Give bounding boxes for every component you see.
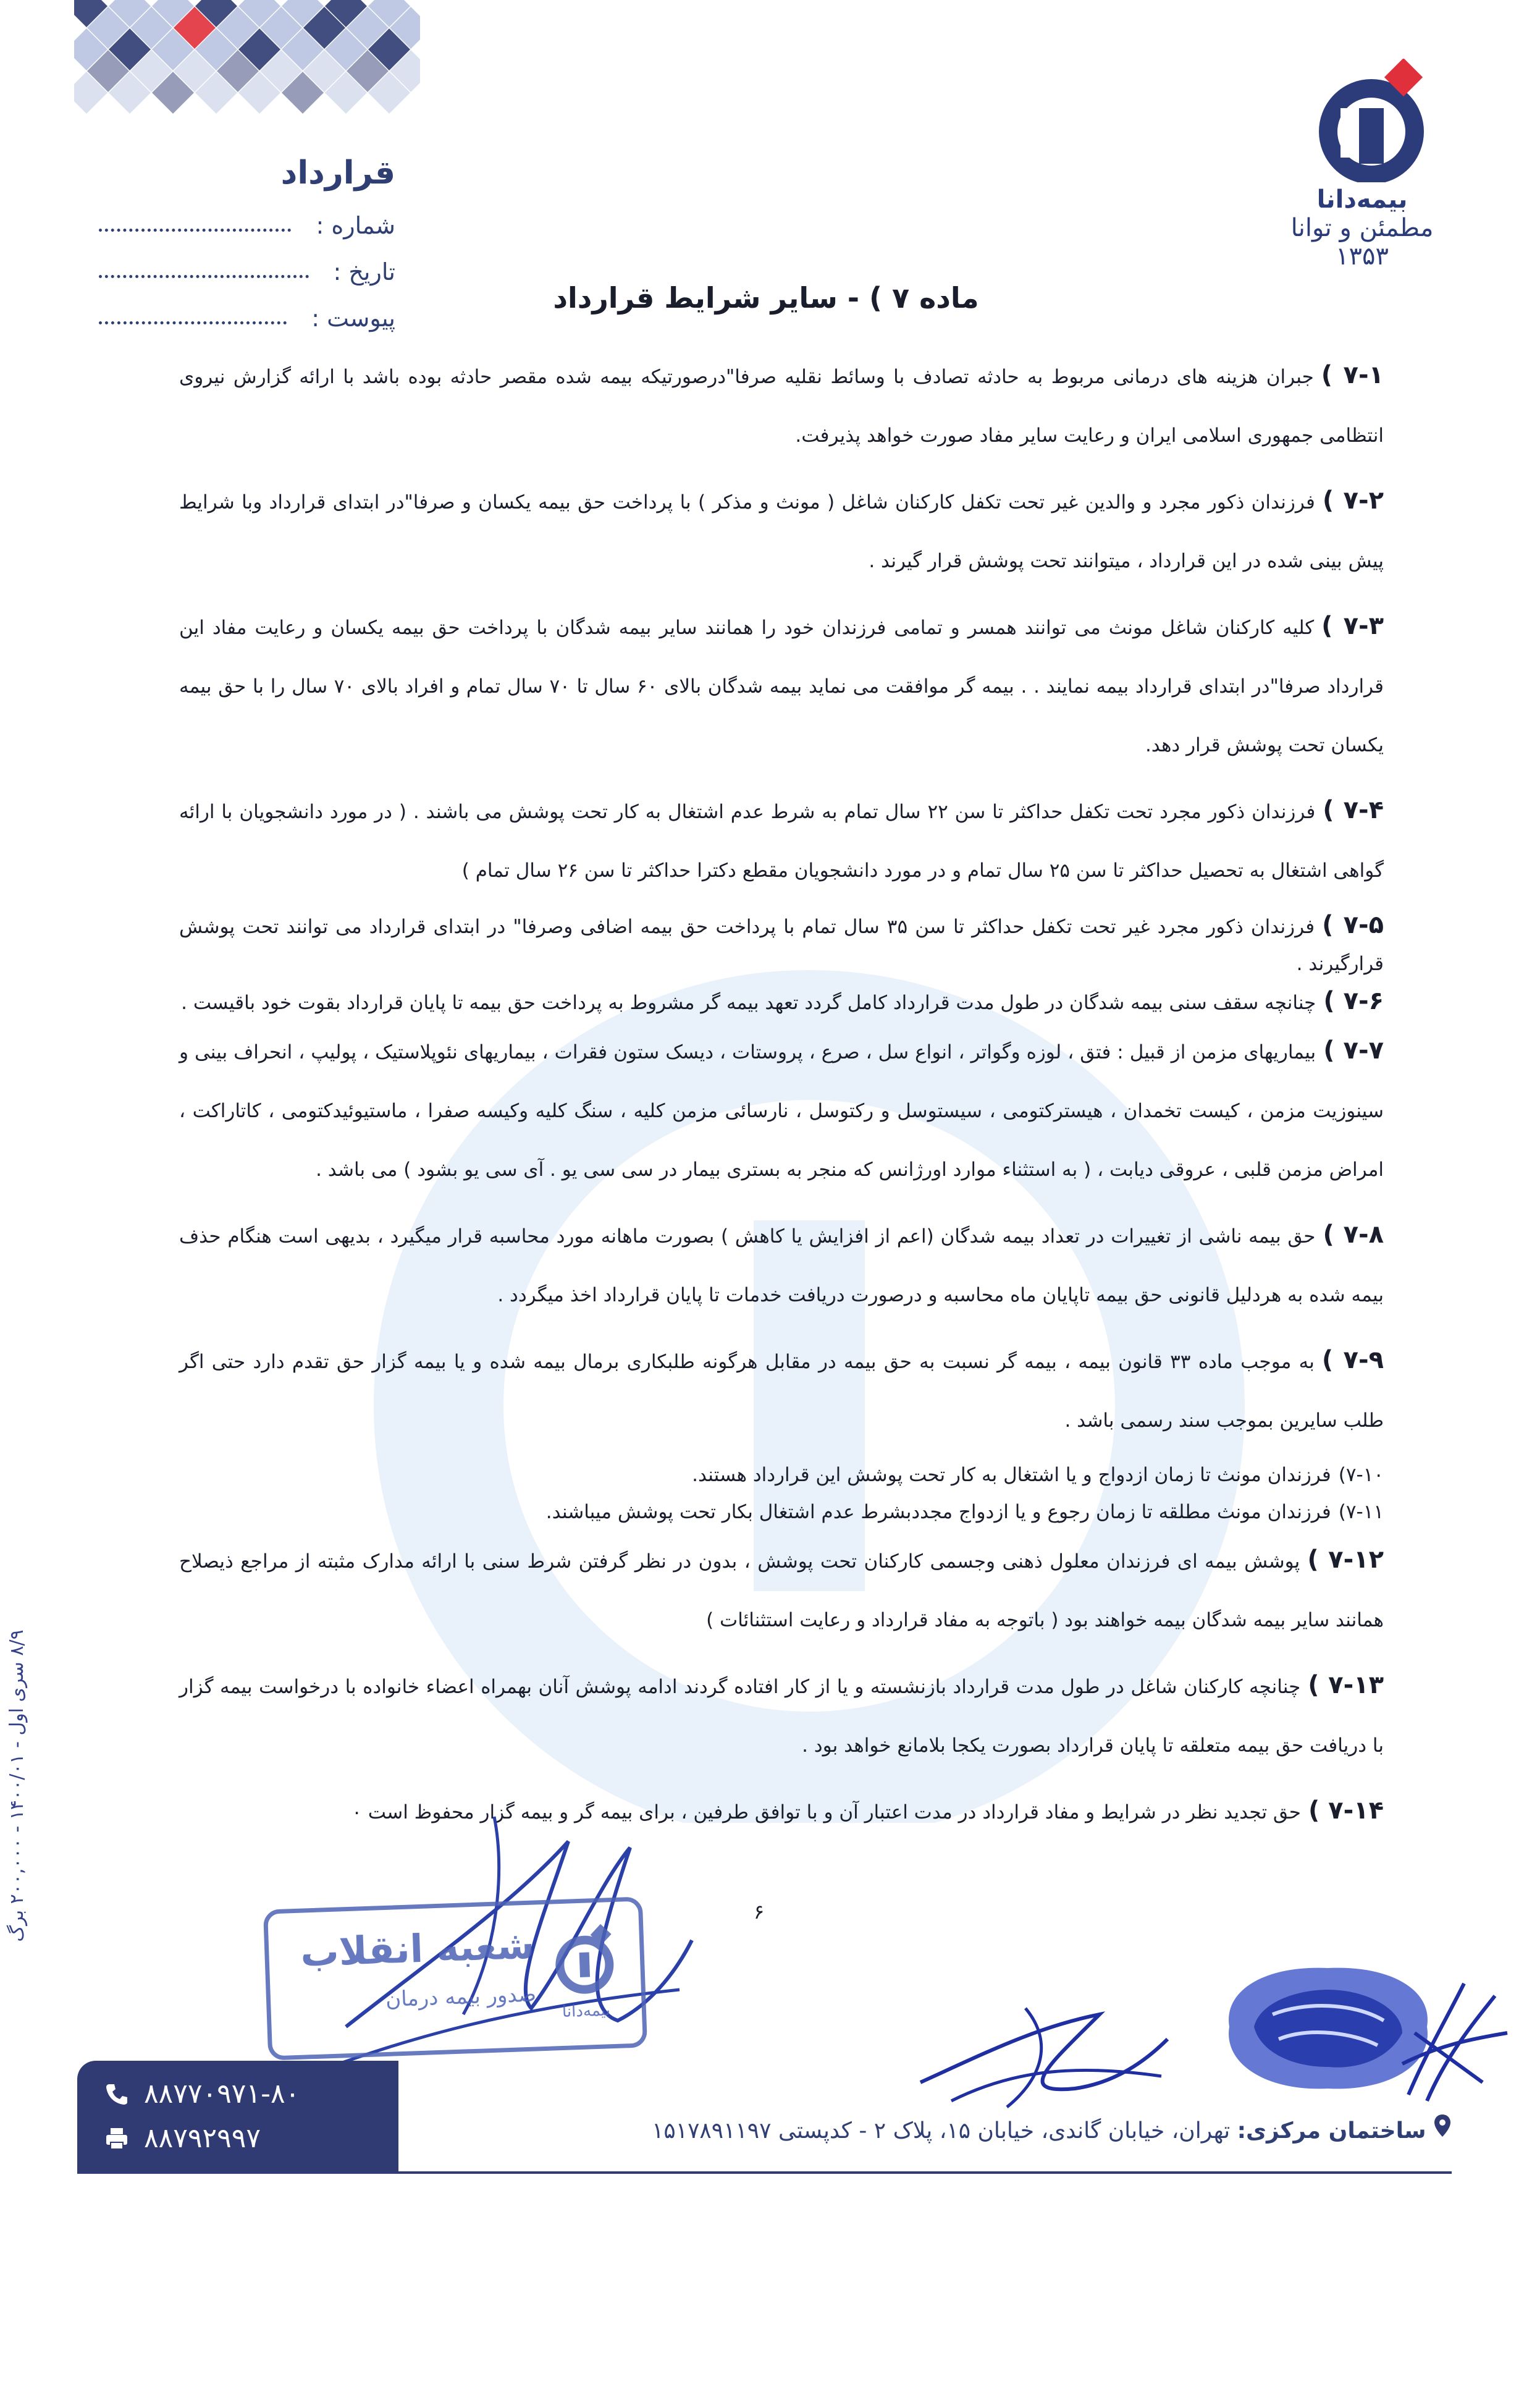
clause-number: ۷-۳ ) — [1321, 612, 1384, 640]
clause-number: ۷-۸ ) — [1323, 1220, 1384, 1249]
clause-text: پوشش بیمه ای فرزندان معلول ذهنی وجسمی کارکنان تحت پوشش ، بدون در نظر گرفتن شرط سنی با ارائه مدارک مثبته از مراجع ذیصلاح همانند سایر بیمه شدگان بیمه خواهند بود ( باتوجه به مفاد قرارداد و رعایت استثنائات ) — [179, 1550, 1384, 1631]
clause-text: فرزندان مونث مطلقه تا زمان رجوع و یا ازدواج مجددبشرط عدم اشتغال بکار تحت پوشش میباشند. — [545, 1501, 1331, 1523]
attachment-dotted-line — [99, 321, 287, 324]
clause — [179, 1021, 1384, 1199]
phone-icon — [102, 2079, 132, 2109]
stamp-branch-name: شعبه انقلاب — [300, 1922, 536, 1975]
stamp-department: صدور بیمه درمان — [385, 1982, 537, 2012]
head-office-address — [652, 2113, 1452, 2144]
fax-icon — [102, 2124, 132, 2153]
clause-text: کلیه کارکنان شاغل مونث می توانند همسر و تمامی فرزندان خود را همانند سایر بیمه شدگان با پرداخت حق بیمه یکسان و رعایت مفاد این قرارداد صرفا"در ابتدای قرارداد بیمه نمایند . . بیمه گر موافقت می نماید بیمه شدگان بالای ۶۰ سال تا ۷۰ سال تمام و افراد بالای ۷۰ سال را با حق بیمه یکسان تحت پوشش قرار دهد. — [179, 617, 1384, 756]
clause-text: بیماریهای مزمن از قبیل : فتق ، لوزه وگواتر ، انواع سل ، صرع ، پروستات ، دیسک ستون فقرات ، بیماریهای نئوپلاستیک ، پولیپ ، انحراف بینی و سینوزیت مزمن ، کیست تخمدان ، هیسترکتومی ، سیستوسل و رکتوسل ، نارسائی مزمن کلیه ، سنگ کلیه وکیسه صفرا ، ماستیوئیدکتومی ، کاتاراکت ، امراض مزمن قلبی ، عروقی دیابت ، ( به استثناء موارد اورژانس که منجر به بستری بیمار در سی سی یو . آی سی یو بشود ) می باشد . — [179, 1041, 1384, 1181]
clause-text: فرزندان مونث تا زمان ازدواج و یا اشتغال به کار تحت پوشش این قرارداد هستند. — [692, 1464, 1331, 1486]
section-title: ماده ۷ ) - سایر شرایط قرارداد — [553, 281, 979, 315]
phone-number: ۸۸۷۷۰۹۷۱-۸۰ — [144, 2078, 300, 2110]
clause-number: ۷-۶ ) — [1323, 987, 1384, 1015]
clause-number: ۷-۱۴ ) — [1308, 1796, 1384, 1825]
clause-number: ۷-۱۱) — [1338, 1501, 1384, 1523]
attachment-field — [99, 297, 395, 340]
clause — [179, 1331, 1384, 1450]
number-field — [99, 204, 395, 247]
clause — [179, 1493, 1384, 1531]
number-label: شماره : — [316, 212, 395, 239]
clauses-list — [179, 346, 1384, 1848]
stamp-brand: بیمه‌دانا — [562, 2001, 611, 2021]
number-dotted-line — [99, 229, 291, 232]
clause — [179, 906, 1384, 982]
clause — [179, 346, 1384, 465]
branch-stamp — [263, 1896, 647, 2060]
clause-number: ۷-۱۳ ) — [1308, 1671, 1384, 1699]
date-label: تاریخ : — [333, 258, 395, 285]
logo-slogan: مطمئن و توانا — [1290, 214, 1434, 242]
date-field — [99, 250, 395, 294]
form-title: قرارداد — [280, 154, 395, 192]
attachment-label: پیوست : — [311, 305, 395, 332]
clause-number: ۷-۱ ) — [1321, 361, 1384, 389]
decorative-diamond-pattern — [74, 0, 420, 136]
clause — [179, 471, 1384, 591]
footer-rule — [77, 2171, 1452, 2174]
clause-text: چنانچه کارکنان شاغل در طول مدت قرارداد بازنشسته و یا از کار افتاده گردند ادامه پوشش آنان بهمراه اعضاء خانواده با درخواست بیمه گزار با دریافت حق بیمه متعلقه تا پایان قرارداد بصورت یکجا بلامانع خواهد بود . — [179, 1676, 1384, 1757]
clause-text: حق تجدید نظر در شرایط و مفاد قرارداد در مدت اعتبار آن و با توافق طرفین ، برای بیمه گر و بیمه گزار محفوظ است ٠ — [351, 1801, 1301, 1823]
clause — [179, 982, 1384, 1021]
date-dotted-line — [99, 275, 309, 278]
clause — [179, 1456, 1384, 1493]
clause-number: ۷-۱۲ ) — [1307, 1545, 1384, 1574]
clause-text: فرزندان ذکور مجرد غیر تحت تکفل حداکثر تا سن ۳۵ سال تمام با پرداخت حق بیمه اضافی وصرفا" در ابتدای قرارداد می توانند تحت پوشش قرارگیرند . — [179, 916, 1384, 975]
clause-text: چنانچه سقف سنی بیمه شدگان در طول مدت قرارداد کامل گردد تعهد بیمه گر مشروط به پرداخت حق بیمه تا پایان قرارداد بقوت خود باقیست . — [181, 992, 1316, 1014]
address-text: تهران، خیابان گاندی، خیابان ۱۵، پلاک ۲ - کدپستی ۱۵۱۷۸۹۱۱۹۷ — [652, 2118, 1231, 2144]
page-number: ۶ — [754, 1900, 765, 1924]
bimeh-dana-logo-icon — [1297, 59, 1446, 182]
logo-brand-name: بیمه‌دانا — [1316, 185, 1408, 214]
stamp-logo-icon — [546, 1924, 623, 2000]
logo-year: ۱۳۵۳ — [1336, 242, 1389, 271]
address-label: ساختمان مرکزی: — [1237, 2118, 1426, 2144]
clause-number: ۷-۱۰) — [1338, 1464, 1384, 1486]
clause — [179, 781, 1384, 900]
clause-text: به موجب ماده ۳۳ قانون بیمه ، بیمه گر نسبت به حق بیمه در مقابل هرگونه طلبکاری برمال بیمه شده و یا بیمه گزار حق تقدم دارد حتی اگر طلب سایرین بموجب سند رسمی باشد . — [179, 1351, 1384, 1432]
clause-number: ۷-۴ ) — [1323, 796, 1384, 824]
clause-number: ۷-۵ ) — [1322, 911, 1384, 939]
contact-panel — [77, 2061, 398, 2172]
clause-text: فرزندان ذکور مجرد تحت تکفل حداکثر تا سن ۲۲ سال تمام به شرط عدم اشتغال به کار تحت پوشش می باشند . ( در مورد دانشجویان با ارائه گواهی اشتغال به تحصیل حداکثر تا سن ۲۵ سال تمام و در مورد دانشجویان مقطع دکترا حداکثر تا سن ۲۶ سال تمام ) — [179, 801, 1384, 882]
phone-row — [102, 2078, 386, 2110]
side-print-info: ۸/۹ سری اول - ۱۴۰۰/۰۱ - ۲۰۰,۰۰۰ برگ — [6, 1629, 28, 1942]
clause — [179, 1656, 1384, 1775]
clause-text: فرزندان ذکور مجرد و والدین غیر تحت تکفل کارکنان شاغل ( مونث و مذکر ) با پرداخت حق بیمه یکسان و صرفا"در ابتدای قرارداد وبا شرایط پیش بینی شده در این قرارداد ، میتوانند تحت پوشش قرار گیرند . — [179, 491, 1384, 572]
clause — [179, 1206, 1384, 1325]
clause-text: جبران هزینه های درمانی مربوط به حادثه تصادف با وسائط نقلیه صرفا"درصورتیکه بیمه شده مقصر حادثه بوده باشد با ارائه گزارش نیروی انتظامی جمهوری اسلامی ایران و رعایت سایر مفاد صورت خواهد پذیرفت. — [179, 366, 1384, 447]
clause — [179, 597, 1384, 775]
location-pin-icon — [1426, 2118, 1452, 2144]
signature-mark — [914, 1990, 1174, 2113]
clause-number: ۷-۲ ) — [1322, 486, 1384, 515]
clause-number: ۷-۹ ) — [1321, 1346, 1384, 1374]
fax-row — [102, 2123, 386, 2154]
signature-mark — [1390, 1971, 1513, 2107]
clause-text: حق بیمه ناشی از تغییرات در تعداد بیمه شدگان (اعم از افزایش یا کاهش ) بصورت ماهانه مورد محاسبه قرار میگیرد ، بدیهی است هنگام حذف بیمه شده به هردلیل قانونی حق بیمه تاپایان ماه محاسبه و درصورت دریافت خدمات تا پایان قرارداد اخذ میگردد . — [179, 1225, 1384, 1306]
fax-number: ۸۸۷۹۲۹۹۷ — [144, 2123, 261, 2154]
clause — [179, 1531, 1384, 1650]
clause-number: ۷-۷ ) — [1323, 1036, 1384, 1065]
